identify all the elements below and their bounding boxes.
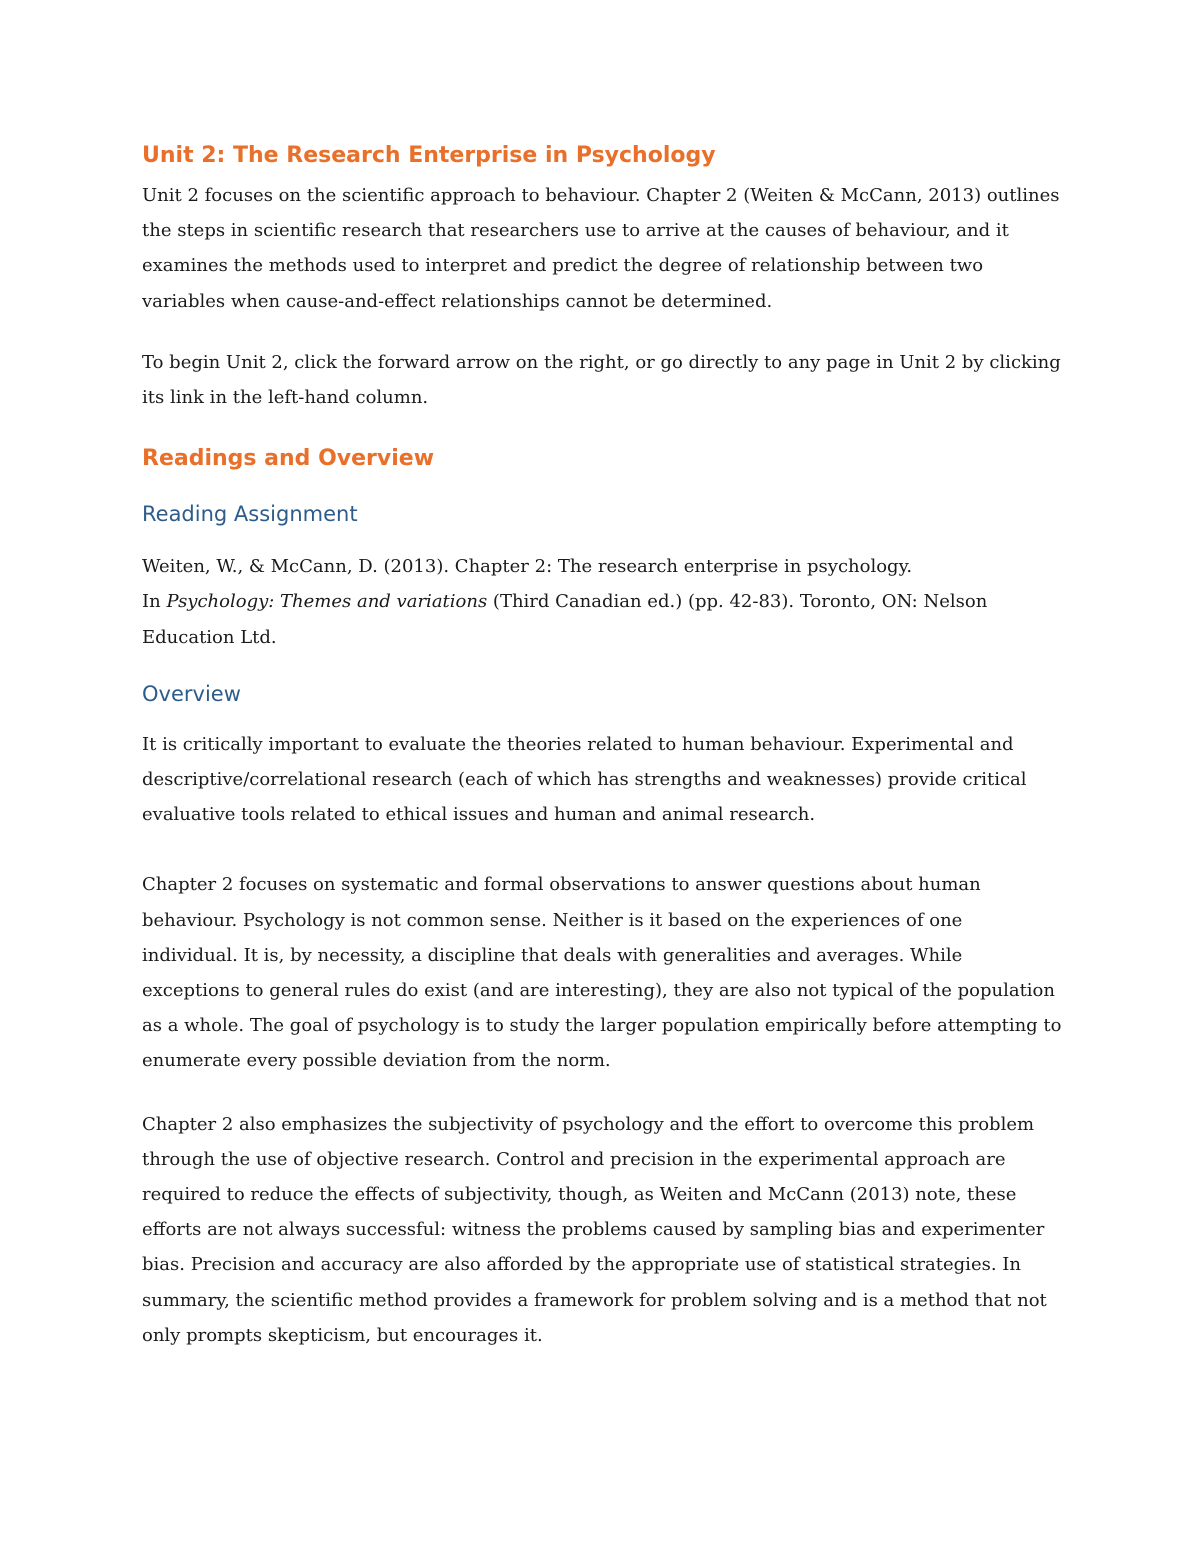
overview-paragraph-2: Chapter 2 focuses on systematic and formal observations to answer questions about human behaviour. Psychology is not common sense. Neither is it based on the experiences of one individual. It is, by necessity, a discipline that deals with generalities and averages. While exceptions to general rules do exist (and are interesting), they are also not typical of the population as a whole. The goal of psychology is to study the larger population empirically before attempting to enumerate every possible deviation from the norm.: [142, 874, 1062, 1072]
overview-heading: Overview: [142, 681, 241, 706]
readings-heading: Readings and Overview: [142, 446, 435, 472]
reading-assignment-heading: Reading Assignment: [142, 502, 358, 527]
document-page: [142, 136, 1062, 1353]
overview-paragraph-1: It is critically important to evaluate the theories related to human behaviour. Experimental and descriptive/correlational research (each of which has strengths and weaknesses) provide critical evaluative tools related to ethical issues and human and animal research.: [142, 733, 1027, 826]
reference-citation-line: Weiten, W., & McCann, D. (2013). Chapter 2: The research enterprise in psychology.: [142, 556, 913, 578]
reference-suffix: (Third Canadian ed.) (pp. 42-83). Toronto, ON: Nelson Education Ltd.: [142, 591, 988, 648]
overview-paragraph-3: Chapter 2 also emphasizes the subjectivity of psychology and the effort to overcome this problem through the use of objective research. Control and precision in the experimental approach are required to reduce the effects of subjectivity, though, as Weiten and McCann (2013) note, these efforts are not always successful: witness the problems caused by sampling bias and experimenter bias. Precision and accuracy are also afforded by the appropriate use of statistical strategies. In summary, the scientific method provides a framework for problem solving and is a method that not only prompts skepticism, but encourages it.: [142, 1113, 1047, 1346]
reference-citation: [142, 549, 1062, 655]
reference-in-prefix: In: [142, 591, 167, 613]
reference-book-title: Psychology: Themes and variations: [166, 591, 488, 613]
navigation-paragraph: To begin Unit 2, click the forward arrow on the right, or go directly to any page in Unit 2 by clicking its link in the left-hand column.: [142, 351, 1061, 409]
page-title: Unit 2: The Research Enterprise in Psychology: [142, 143, 716, 168]
intro-paragraph: Unit 2 focuses on the scientific approach to behaviour. Chapter 2 (Weiten & McCann, 2013) outlines the steps in scientific research that researchers use to arrive at the causes of behaviour, and it examines the methods used to interpret and predict the degree of relationship between two variables when cause-and-effect relationships cannot be determined.: [142, 185, 1060, 312]
